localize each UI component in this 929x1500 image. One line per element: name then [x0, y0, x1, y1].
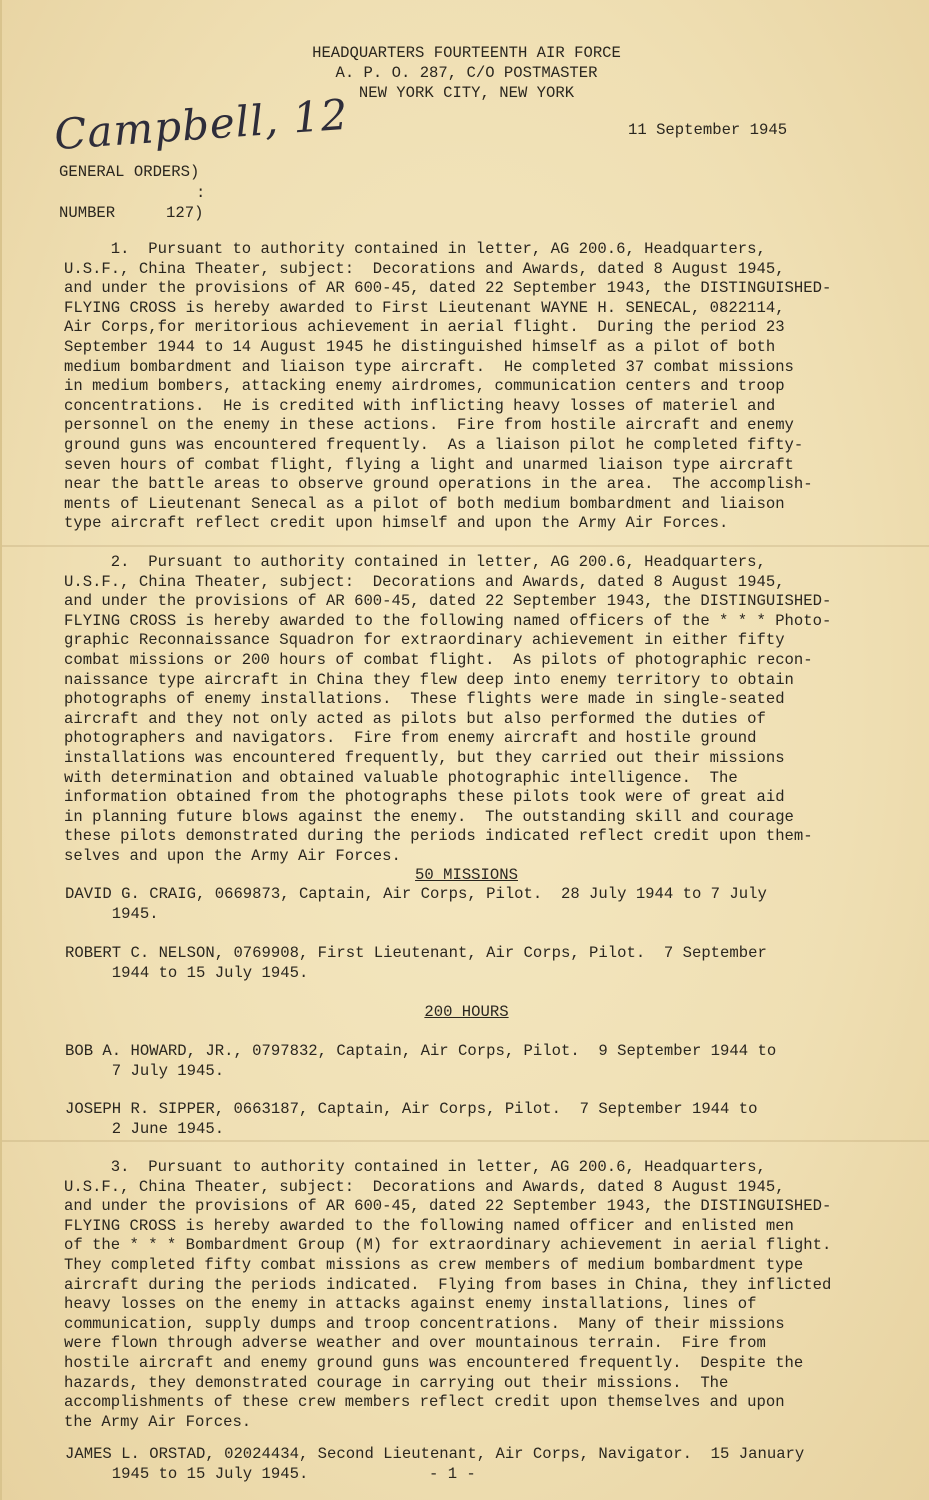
text-line: communication, supply dumps and troop concentrations. Many of their missions: [64, 1314, 785, 1333]
text-line: and under the provisions of AR 600-45, dated 22 September 1943, the DISTINGUISHED-: [64, 1197, 832, 1216]
text-line: 1945 to 15 July 1945.: [65, 1464, 309, 1483]
paragraph-1: [64, 240, 884, 534]
text-line: personnel on the enemy in these actions. Fire from hostile aircraft and enemy: [64, 416, 794, 435]
text-line: Air Corps,for meritorious achievement in aerial flight. During the period 23: [64, 318, 785, 337]
paragraph-3: [64, 1158, 884, 1432]
handwritten-note: Campbell, 12: [52, 89, 350, 160]
text-line: 1. Pursuant to authority contained in letter, AG 200.6, Headquarters,: [64, 240, 766, 258]
award-entry: [65, 1100, 885, 1139]
text-line: and under the provisions of AR 600-45, dated 22 September 1943, the DISTINGUISHED-: [64, 279, 832, 298]
text-line: and under the provisions of AR 600-45, dated 22 September 1943, the DISTINGUISHED-: [64, 592, 832, 611]
text-line: BOB A. HOWARD, JR., 0797832, Captain, Air Corps, Pilot. 9 September 1944 to: [65, 1042, 777, 1060]
general-orders-label: GENERAL ORDERS): [59, 163, 200, 181]
text-line: September 1944 to 14 August 1945 he distinguished himself as a pilot of both: [64, 337, 776, 356]
text-line: JOSEPH R. SIPPER, 0663187, Captain, Air Corps, Pilot. 7 September 1944 to: [65, 1100, 758, 1118]
text-line: FLYING CROSS is hereby awarded to the following named officer and enlisted men: [64, 1216, 794, 1235]
text-line: 2. Pursuant to authority contained in letter, AG 200.6, Headquarters,: [64, 553, 766, 571]
text-line: ROBERT C. NELSON, 0769908, First Lieutenant, Air Corps, Pilot. 7 September: [65, 944, 767, 962]
text-line: hazards, they demonstrated courage in carrying out their missions. The: [64, 1373, 729, 1392]
text-line: concentrations. He is credited with inflicting heavy losses of materiel and: [64, 396, 776, 415]
fold-line: [2, 1140, 929, 1142]
text-line: ments of Lieutenant Senecal as a pilot of both medium bombardment and liaison: [64, 494, 785, 513]
text-line: type aircraft reflect credit upon himself and upon the Army Air Forces.: [64, 514, 729, 533]
paragraph-2: [64, 553, 884, 867]
header-line-2: A. P. O. 287, C/O POSTMASTER: [335, 64, 598, 82]
text-line: in planning future blows against the enemy. The outstanding skill and courage: [64, 807, 794, 826]
text-line: U.S.F., China Theater, subject: Decorations and Awards, dated 8 August 1945,: [64, 1177, 785, 1196]
text-line: FLYING CROSS is hereby awarded to First Lieutenant WAYNE H. SENECAL, 0822114,: [64, 298, 785, 317]
award-entry: [65, 885, 885, 924]
fold-line: [2, 545, 929, 547]
text-line: hostile aircraft and enemy ground guns was encountered frequently. Despite the: [64, 1353, 804, 1372]
text-line: the Army Air Forces.: [64, 1412, 252, 1431]
text-line: naissance type aircraft in China they flew deep into enemy territory to obtain: [64, 670, 794, 689]
text-line: 1945.: [65, 904, 159, 923]
text-line: selves and upon the Army Air Forces.: [64, 846, 401, 865]
heading-200-hours: 200 HOURS: [424, 1003, 509, 1021]
text-line: photographers and navigators. Fire from enemy aircraft and hostile ground: [64, 729, 757, 748]
text-line: ground guns was encountered frequently. As a liaison pilot he completed fifty-: [64, 435, 804, 454]
text-line: heavy losses on the enemy in attacks against enemy installations, lines of: [64, 1295, 757, 1314]
header-line-3: NEW YORK CITY, NEW YORK: [358, 84, 575, 102]
text-line: combat missions or 200 hours of combat flight. As pilots of photographic recon-: [64, 650, 813, 669]
order-date: 11 September 1945: [628, 121, 788, 139]
text-line: in medium bombers, attacking enemy airdromes, communication centers and troop: [64, 377, 785, 396]
text-line: accomplishments of these crew members reflect credit upon themselves and upon: [64, 1393, 785, 1412]
text-line: information obtained from the photographs these pilots took were of great aid: [64, 788, 785, 807]
text-line: graphic Reconnaissance Squadron for extraordinary achievement in either fifty: [64, 631, 785, 650]
text-line: these pilots demonstrated during the periods indicated reflect credit upon them-: [64, 827, 813, 846]
number-label: NUMBER: [59, 204, 116, 222]
text-line: seven hours of combat flight, flying a light and unarmed liaison type aircraft: [64, 455, 794, 474]
text-line: aircraft during the periods indicated. Flying from bases in China, they inflicted: [64, 1275, 832, 1294]
text-line: 7 July 1945.: [65, 1061, 225, 1080]
text-line: medium bombardment and liaison type aircraft. He completed 37 combat missions: [64, 357, 794, 376]
award-entry: [65, 944, 885, 983]
header-line-1: HEADQUARTERS FOURTEENTH AIR FORCE: [312, 44, 621, 62]
text-line: JAMES L. ORSTAD, 02024434, Second Lieutenant, Air Corps, Navigator. 15 January: [65, 1445, 805, 1463]
text-line: aircraft and they not only acted as pilots but also performed the duties of: [64, 709, 766, 728]
page-number: - 1 -: [429, 1465, 476, 1483]
text-line: installations was encountered frequently, but they carried out their missions: [64, 748, 785, 767]
text-line: 2 June 1945.: [65, 1119, 225, 1138]
text-line: 1944 to 15 July 1945.: [65, 963, 309, 982]
text-line: near the battle areas to observe ground operations in the area. The accomplish-: [64, 475, 813, 494]
general-orders-colon: :: [196, 184, 206, 202]
text-line: photographs of enemy installations. These flights were made in single-seated: [64, 690, 785, 709]
text-line: U.S.F., China Theater, subject: Decorations and Awards, dated 8 August 1945,: [64, 259, 785, 278]
text-line: DAVID G. CRAIG, 0669873, Captain, Air Corps, Pilot. 28 July 1944 to 7 July: [65, 885, 767, 903]
text-line: with determination and obtained valuable photographic intelligence. The: [64, 768, 738, 787]
number-value: 127): [166, 204, 204, 222]
heading-50-missions: 50 MISSIONS: [415, 866, 518, 884]
text-line: They completed fifty combat missions as crew members of medium bombardment type: [64, 1255, 804, 1274]
text-line: of the * * * Bombardment Group (M) for extraordinary achievement in aerial flight.: [64, 1236, 832, 1255]
text-line: FLYING CROSS is hereby awarded to the following named officers of the * * * Photo-: [64, 611, 832, 630]
text-line: U.S.F., China Theater, subject: Decorations and Awards, dated 8 August 1945,: [64, 572, 785, 591]
text-line: 3. Pursuant to authority contained in letter, AG 200.6, Headquarters,: [64, 1158, 766, 1176]
text-line: were flown through adverse weather and over mountainous terrain. Fire from: [64, 1334, 766, 1353]
award-entry: [65, 1042, 885, 1081]
